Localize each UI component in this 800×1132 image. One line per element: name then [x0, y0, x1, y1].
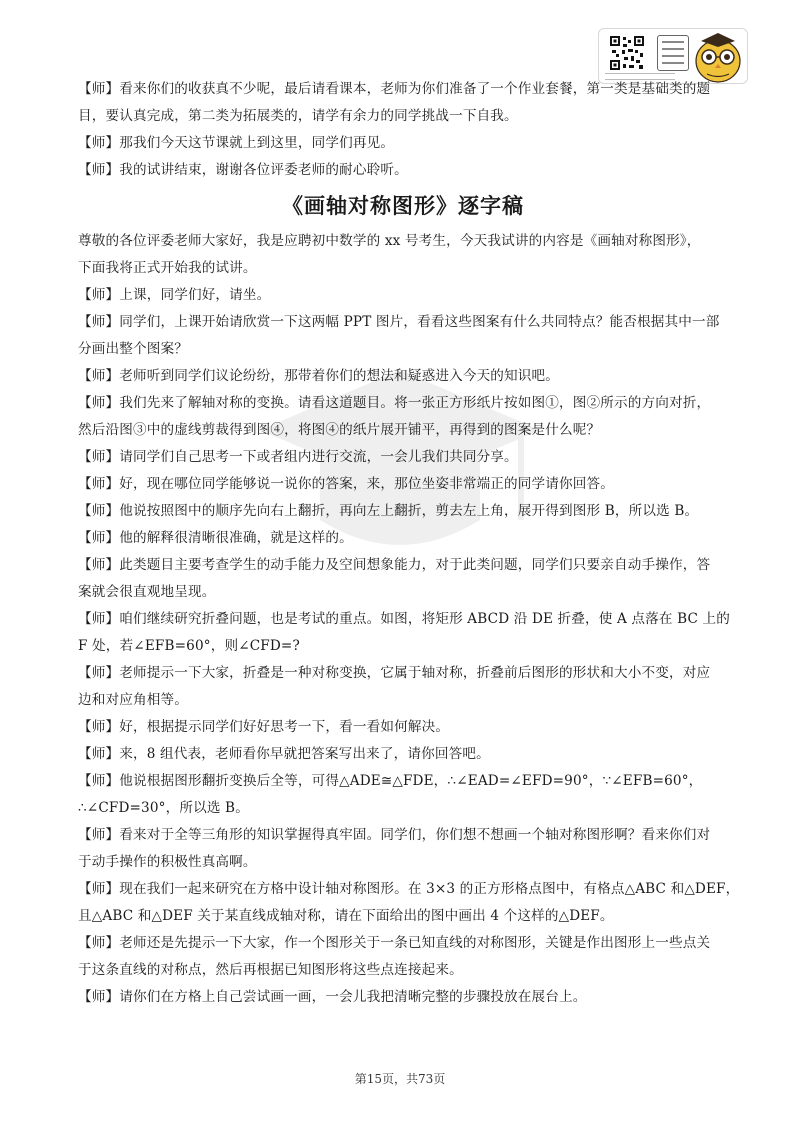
text-line: 【师】看来你们的收获真不少呢，最后请看课本，老师为你们准备了一个作业套餐，第一类是基础类的题: [78, 81, 711, 97]
paragraph: [78, 741, 728, 768]
text-line: 【师】老师提示一下大家，折叠是一种对称变换，它属于轴对称，折叠前后图形的形状和大小不变，对应: [78, 665, 711, 681]
text-line: 【师】我们先来了解轴对称的变换。请看这道题目。将一张正方形纸片按如图①，图②所示的方向对折，: [78, 395, 711, 411]
text-line: 【师】他的解释很清晰很准确，就是这样的。: [78, 530, 353, 546]
page-footer: 第15页，共73页: [354, 1072, 446, 1086]
paragraph: [78, 282, 728, 309]
text-line: 案就会很直观地呈现。: [78, 584, 216, 600]
text-line: 【师】他说根据图形翻折变换后全等，可得△ADE≅△FDE，∴∠EAD=∠EFD=90°，∵∠EFB=60°，: [78, 773, 703, 789]
text-line: 边和对应角相等。: [78, 692, 188, 708]
text-line: 尊敬的各位评委老师大家好，我是应聘初中数学的 xx 号考生，今天我试讲的内容是《画轴对称图形》，: [78, 233, 701, 249]
text-line: 分画出整个图案？: [78, 341, 188, 357]
paragraph: [78, 444, 728, 471]
paragraph: [78, 525, 728, 552]
text-line: 【师】同学们，上课开始请欣赏一下这两幅 PPT 图片，看看这些图案有什么共同特点？能否根据其中一部: [78, 314, 720, 330]
text-line: 于这条直线的对称点，然后再根据已知图形将这些点连接起来。: [78, 962, 463, 978]
text-line: 【师】请同学们自己思考一下或者组内进行交流，一会儿我们共同分享。: [78, 449, 518, 465]
paragraph: [78, 984, 728, 1011]
paragraph: [78, 930, 728, 984]
paragraph: [78, 876, 740, 930]
text-line: 【师】好，现在哪位同学能够说一说你的答案，来，那位坐姿非常端正的同学请你回答。: [78, 476, 615, 492]
text-line: 【师】此类题目主要考查学生的动手能力及空间想象能力，对于此类问题，同学们只要亲自动手操作，答: [78, 557, 711, 573]
text-line: 【师】请你们在方格上自己尝试画一画，一会儿我把清晰完整的步骤投放在展台上。: [78, 989, 587, 1005]
text-line: 【师】现在我们一起来研究在方格中设计轴对称图形。在 3×3 的正方形格点图中，有格点△ABC 和△DEF，: [78, 881, 740, 897]
text-line: 下面我将正式开始我的试讲。: [78, 260, 257, 276]
text-line: 【师】老师听到同学们议论纷纷，那带着你们的想法和疑惑进入今天的知识吧。: [78, 368, 560, 384]
document-body: [78, 76, 740, 1011]
paragraph: [78, 130, 728, 157]
text-line: 【师】那我们今天这节课就上到这里，同学们再见。: [78, 135, 395, 151]
text-line: 【师】上课，同学们好，请坐。: [78, 287, 271, 303]
paragraph: [78, 552, 728, 606]
paragraph: [78, 768, 728, 822]
qr-code-icon: [609, 35, 645, 71]
paragraph: [78, 363, 728, 390]
speech-bubble: [657, 35, 689, 71]
page-title: 《画轴对称图形》逐字稿: [282, 193, 524, 218]
text-line: ∴∠CFD=30°，所以选 B。: [78, 800, 249, 816]
paragraph: [78, 822, 728, 876]
text-line: F 处，若∠EFB=60°，则∠CFD=?: [78, 638, 300, 654]
text-line: 目，要认真完成，第二类为拓展类的，请学有余力的同学挑战一下自我。: [78, 108, 518, 124]
paragraph: [78, 498, 728, 525]
paragraph: [78, 309, 728, 363]
paragraph: [78, 76, 728, 130]
text-line: 【师】咱们继续研究折叠问题，也是考试的重点。如图，将矩形 ABCD 沿 DE 折叠，使 A 点落在 BC 上的: [78, 611, 731, 627]
paragraph: [78, 606, 731, 660]
paragraph: [78, 714, 728, 741]
text-line: 【师】好，根据提示同学们好好思考一下，看一看如何解决。: [78, 719, 450, 735]
text-line: 【师】来，8 组代表，老师看你早就把答案写出来了，请你回答吧。: [78, 746, 490, 762]
paragraph: [78, 228, 728, 282]
text-line: 【师】看来对于全等三角形的知识掌握得真牢固。同学们，你们想不想画一个轴对称图形啊？看来你们对: [78, 827, 711, 843]
text-line: 然后沿图③中的虚线剪裁得到图④，将图④的纸片展开铺平，再得到的图案是什么呢？: [78, 422, 601, 438]
paragraph: [78, 390, 728, 444]
paragraph: [78, 157, 728, 184]
text-line: 【师】他说按照图中的顺序先向右上翻折，再向左上翻折，剪去左上角，展开得到图形 B，所以选 B。: [78, 503, 699, 519]
text-line: 于动手操作的积极性真高啊。: [78, 854, 257, 870]
text-line: 且△ABC 和△DEF 关于某直线成轴对称，请在下面给出的图中画出 4 个这样的△DEF。: [78, 908, 614, 924]
text-line: 【师】我的试讲结束，谢谢各位评委老师的耐心聆听。: [78, 162, 408, 178]
paragraph: [78, 660, 728, 714]
intro-section: [78, 76, 728, 184]
text-line: 【师】老师还是先提示一下大家，作一个图形关于一条已知直线的对称图形，关键是作出图形上一些点关: [78, 935, 711, 951]
transcript-section: [78, 228, 740, 1011]
paragraph: [78, 471, 728, 498]
